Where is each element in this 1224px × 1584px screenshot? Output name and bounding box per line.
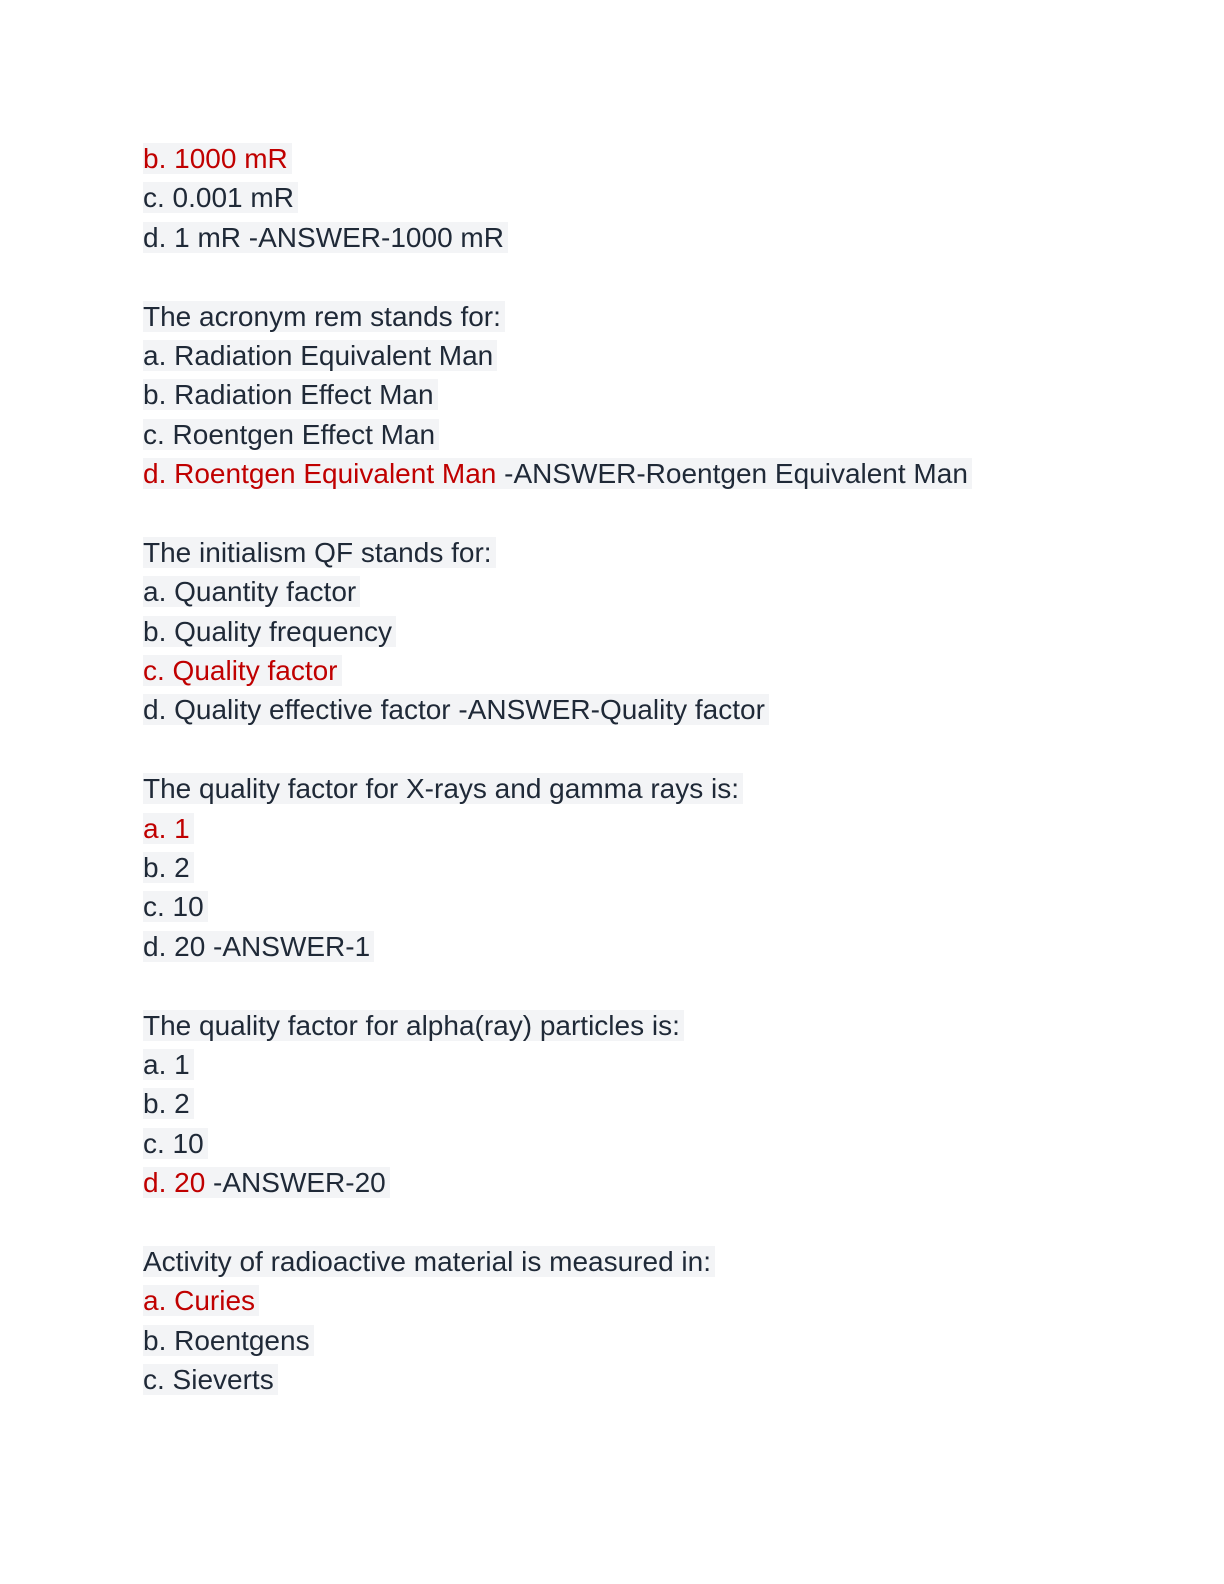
option-text: -ANSWER-20	[205, 1167, 386, 1199]
answer-option	[143, 572, 1143, 611]
block-spacer	[143, 966, 1143, 1005]
answer-option-text	[143, 340, 497, 371]
answer-option	[143, 887, 1143, 926]
question-block	[143, 139, 1143, 257]
option-text: b. 2	[143, 1088, 190, 1120]
answer-option-text	[143, 458, 972, 489]
correct-answer-text: d. Roentgen Equivalent Man	[143, 458, 497, 490]
option-text: -ANSWER-Roentgen Equivalent Man	[496, 458, 968, 490]
option-text: b. Radiation Effect Man	[143, 379, 434, 411]
answer-option	[143, 178, 1143, 217]
answer-option-text	[143, 182, 298, 213]
question-text	[143, 769, 1143, 808]
answer-option	[143, 1360, 1143, 1399]
question-label: The acronym rem stands for:	[143, 301, 505, 332]
option-text: d. 1 mR -ANSWER-1000 mR	[143, 221, 504, 253]
option-text: d. Quality effective factor -ANSWER-Quality factor	[143, 694, 765, 726]
answer-option-text	[143, 1088, 194, 1119]
option-text: b. 2	[143, 852, 190, 884]
answer-option-text	[143, 576, 360, 607]
question-block	[143, 297, 1143, 494]
answer-option	[143, 612, 1143, 651]
option-text: a. 1	[143, 1048, 190, 1080]
question-label: The initialism QF stands for:	[143, 537, 496, 568]
answer-option-text	[143, 1364, 278, 1395]
question-block	[143, 1006, 1143, 1203]
option-text: a. Radiation Equivalent Man	[143, 339, 494, 371]
option-text: c. 0.001 mR	[143, 182, 294, 214]
block-spacer	[143, 494, 1143, 533]
answer-option	[143, 218, 1143, 257]
answer-option	[143, 809, 1143, 848]
answer-option-text	[143, 655, 342, 686]
option-text: c. Roentgen Effect Man	[143, 418, 436, 450]
block-spacer	[143, 257, 1143, 296]
answer-option-text	[143, 379, 438, 410]
answer-option	[143, 1163, 1143, 1202]
answer-option-text	[143, 931, 374, 962]
answer-option	[143, 454, 1143, 493]
correct-answer-text: a. Curies	[143, 1285, 256, 1317]
question-text	[143, 1006, 1143, 1045]
answer-option-text	[143, 891, 208, 922]
answer-option	[143, 1045, 1143, 1084]
answer-option-text	[143, 694, 769, 725]
answer-option	[143, 1124, 1143, 1163]
option-text: a. Quantity factor	[143, 576, 357, 608]
correct-answer-text: c. Quality factor	[143, 655, 338, 687]
answer-option	[143, 415, 1143, 454]
answer-option	[143, 375, 1143, 414]
correct-answer-text: a. 1	[143, 812, 190, 844]
answer-option-text	[143, 813, 194, 844]
correct-answer-text: b. 1000 mR	[143, 143, 288, 174]
option-text: c. 10	[143, 1127, 204, 1159]
block-spacer	[143, 730, 1143, 769]
answer-option	[143, 139, 1143, 178]
answer-option-text	[143, 852, 194, 883]
quiz-content	[143, 139, 1143, 1400]
answer-option	[143, 927, 1143, 966]
answer-option	[143, 651, 1143, 690]
answer-option-text	[143, 1167, 390, 1198]
answer-option-text	[143, 1049, 194, 1080]
question-text	[143, 1242, 1143, 1281]
option-text: d. 20 -ANSWER-1	[143, 930, 371, 962]
answer-option-text	[143, 419, 439, 450]
answer-option	[143, 1321, 1143, 1360]
question-block	[143, 533, 1143, 730]
answer-option-text	[143, 1325, 314, 1356]
answer-option	[143, 1084, 1143, 1123]
question-label: Activity of radioactive material is measured in:	[143, 1246, 715, 1277]
option-text: c. 10	[143, 891, 204, 923]
question-text	[143, 533, 1143, 572]
answer-option	[143, 848, 1143, 887]
answer-option	[143, 1281, 1143, 1320]
option-text: c. Sieverts	[143, 1364, 274, 1396]
answer-option	[143, 336, 1143, 375]
answer-option-text	[143, 616, 396, 647]
answer-option-text	[143, 1128, 208, 1159]
answer-option-text	[143, 1285, 259, 1316]
question-text	[143, 297, 1143, 336]
answer-option-text	[143, 222, 508, 253]
question-label: The quality factor for X-rays and gamma rays is:	[143, 773, 743, 804]
answer-option-text	[143, 143, 292, 174]
option-text: b. Quality frequency	[143, 615, 393, 647]
answer-option	[143, 690, 1143, 729]
block-spacer	[143, 1203, 1143, 1242]
question-label: The quality factor for alpha(ray) particles is:	[143, 1010, 684, 1041]
question-block	[143, 1242, 1143, 1400]
option-text: b. Roentgens	[143, 1324, 310, 1356]
correct-answer-text: d. 20	[143, 1167, 206, 1199]
question-block	[143, 769, 1143, 966]
